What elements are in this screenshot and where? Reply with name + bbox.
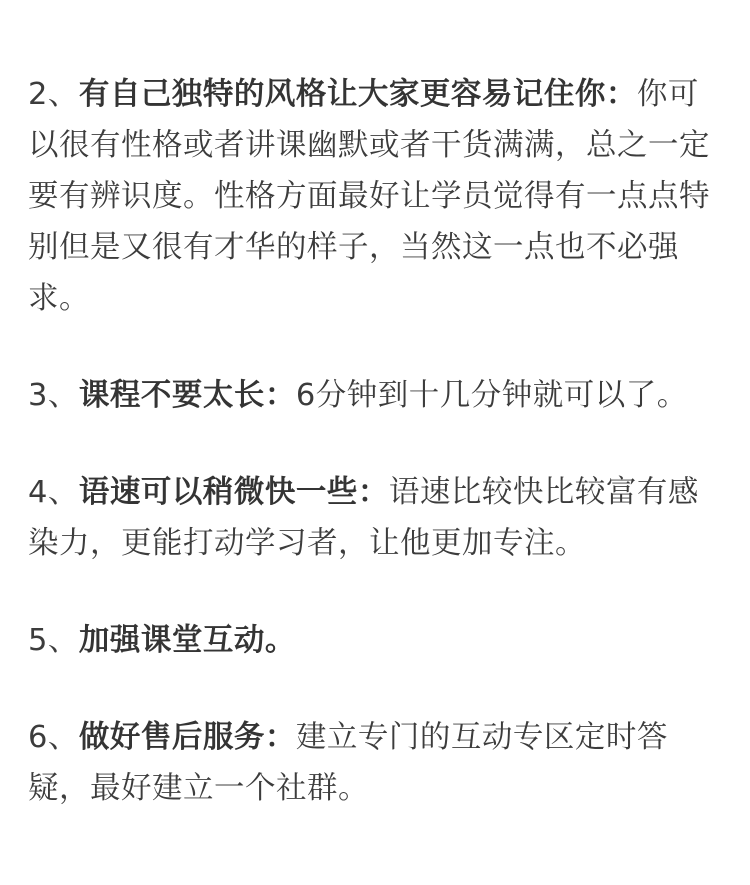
item-heading: 课程不要太长： — [78, 377, 296, 413]
paragraph — [28, 615, 720, 666]
paragraph — [28, 370, 720, 421]
item-number: 6、 — [28, 719, 79, 755]
item-body: 6分钟到十几分钟就可以了。 — [295, 377, 688, 413]
item-heading: 语速可以稍微快一些： — [78, 474, 389, 510]
item-number: 5、 — [28, 622, 79, 658]
item-heading: 加强课堂互动。 — [78, 622, 296, 658]
item-heading: 做好售后服务： — [78, 719, 296, 755]
item-body: 你可以很有性格或者讲课幽默或者干货满满，总之一定要有辨识度。性格方面最好让学员觉得有一点点特别但是又很有才华的样子，当然这一点也不必强求。 — [28, 76, 710, 316]
paragraph — [28, 69, 720, 324]
paragraph — [28, 712, 720, 814]
list-item — [28, 615, 720, 666]
item-number: 4、 — [28, 474, 79, 510]
item-body: 建立专门的互动专区定时答疑，最好建立一个社群。 — [28, 719, 668, 806]
list-item — [28, 467, 720, 569]
list-item — [28, 712, 720, 814]
list-item — [28, 69, 720, 324]
item-number: 2、 — [28, 76, 79, 112]
item-body: 语速比较快比较富有感染力，更能打动学习者，让他更加专注。 — [28, 474, 699, 561]
paragraph — [28, 467, 720, 569]
item-heading: 有自己独特的风格让大家更容易记住你： — [78, 76, 637, 112]
list-item — [28, 370, 720, 421]
item-number: 3、 — [28, 377, 79, 413]
